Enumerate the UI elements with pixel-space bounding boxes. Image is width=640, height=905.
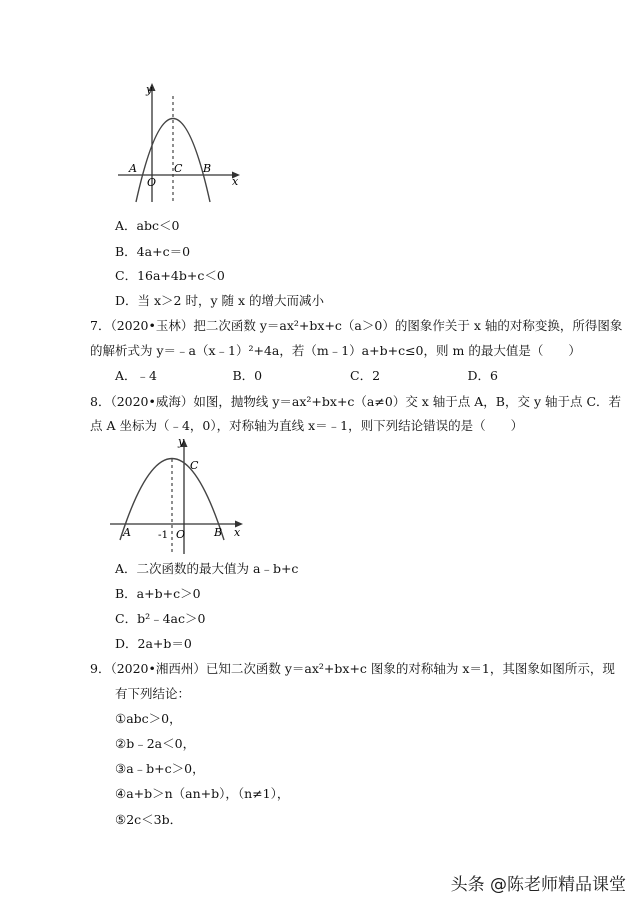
- q9-item-5: ⑤2c＜3b．: [115, 812, 183, 827]
- q8-choice-d: D．2a+b＝0: [115, 636, 192, 651]
- parabola-curve-1: [136, 119, 210, 203]
- y-axis-label: y: [178, 435, 185, 448]
- q8-choice-c: C．b²﹣4ac＞0: [115, 611, 206, 626]
- y-axis-label: y: [146, 83, 153, 96]
- point-c-label: C: [174, 162, 183, 175]
- point-b-label: B: [203, 162, 212, 175]
- q6-choice-c: C．16a+4b+c＜0: [115, 268, 225, 283]
- x-axis-label: x: [232, 175, 239, 188]
- q9-item-3: ③a﹣b+c＞0，: [115, 761, 205, 776]
- q9-item-2: ②b﹣2a＜0，: [115, 736, 196, 751]
- q8-stem-line-1: 8．（2020•威海）如图，抛物线 y＝ax²+bx+c（a≠0）交 x 轴于点 A，B，交 y 轴于点 C．若: [90, 394, 622, 409]
- q8-choice-a: A．二次函数的最大值为 a﹣b+c: [115, 561, 299, 576]
- q7-choice-c: C．2: [350, 368, 381, 383]
- q6-choice-b: B．4a+c＝0: [115, 244, 191, 259]
- neg-one-label: -1: [158, 529, 169, 541]
- q9-stem-line-2: 有下列结论：: [115, 686, 191, 701]
- point-a-label: A: [129, 162, 137, 175]
- origin-label: O: [176, 528, 186, 541]
- q9-stem-line-1: 9．（2020•湘西州）已知二次函数 y＝ax²+bx+c 图象的对称轴为 x＝1，其图象如图所示，现: [90, 661, 615, 676]
- q7-choices: [115, 368, 585, 384]
- q7-choice-b: B．0: [232, 368, 263, 383]
- origin-label: O: [147, 176, 157, 189]
- point-a-label: A: [123, 526, 131, 539]
- q7-stem-line-2: 的解析式为 y＝﹣a（x﹣1）²+4a，若（m﹣1）a+b+c≤0，则 m 的最大值是（ ）: [90, 343, 581, 358]
- q8-choice-b: B．a+b+c＞0: [115, 586, 201, 601]
- q7-choice-d: D．6: [467, 368, 498, 383]
- q8-stem-line-2: 点 A 坐标为（﹣4，0），对称轴为直线 x＝﹣1，则下列结论错误的是（ ）: [90, 418, 524, 433]
- parabola-figure-2: [110, 432, 250, 554]
- x-axis-label: x: [234, 526, 241, 539]
- point-b-label: B: [214, 526, 223, 539]
- parabola-figure-1: [110, 80, 250, 205]
- q6-choice-a: A．abc＜0: [115, 218, 180, 233]
- q9-item-4: ④a+b＞n（an+b），（n≠1），: [115, 786, 290, 801]
- point-c-label: C: [190, 459, 199, 472]
- q9-item-1: ①abc＞0，: [115, 711, 182, 726]
- q7-choice-a: A．﹣4: [115, 368, 157, 383]
- q7-stem-line-1: 7．（2020•玉林）把二次函数 y＝ax²+bx+c（a＞0）的图象作关于 x 轴的对称变换，所得图象: [90, 318, 623, 333]
- watermark: 头条 @陈老师精品课堂: [450, 875, 626, 895]
- q6-choice-d: D．当 x＞2 时，y 随 x 的增大而减小: [115, 293, 325, 308]
